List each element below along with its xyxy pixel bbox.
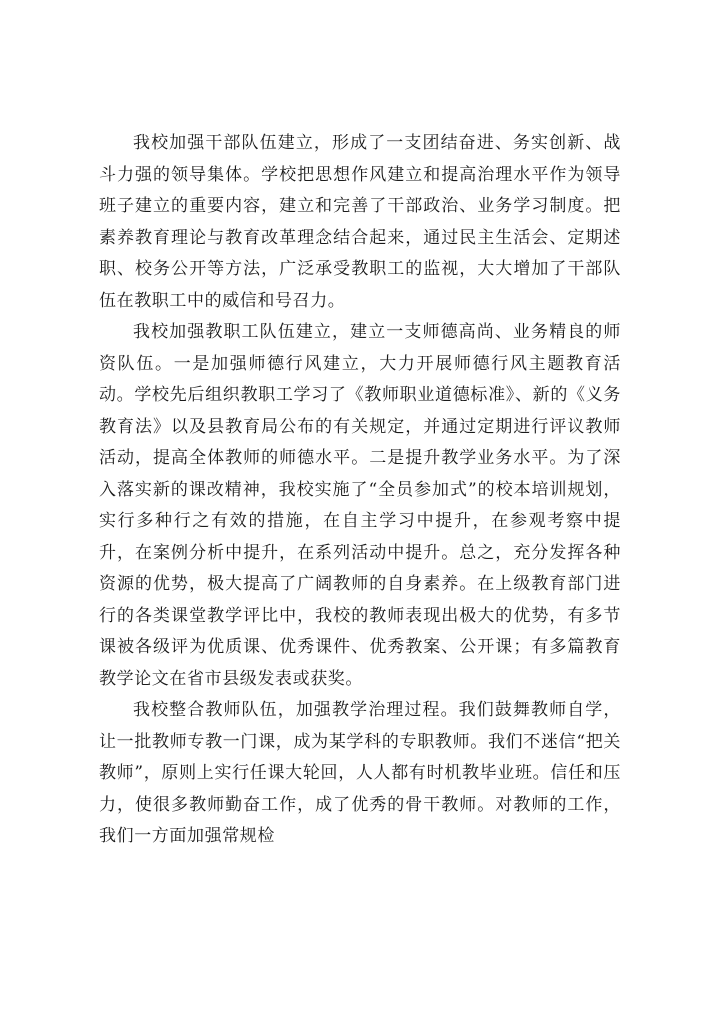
paragraph-cadre-team: 我校加强干部队伍建立，形成了一支团结奋进、务实创新、战斗力强的领导集体。学校把思想作风建立和提高治理水平作为领导班子建立的重要内容，建立和完善了干部政治、业务学习制度。把素养教育理论与教育改革理念结合起来，通过民主生活会、定期述职、校务公开等方法，广泛承受教职工的监视，大大增加了干部队伍在教职工中的威信和号召力。 bbox=[99, 133, 621, 311]
paragraph-teaching-management: 我校整合教师队伍，加强教学治理过程。我们鼓舞教师自学，让一批教师专教一门课，成为某学科的专职教师。我们不迷信“把关教师”，原则上实行任课大轮回，人人都有时机教毕业班。信任和压力，使很多教师勤奋工作，成了优秀的骨干教师。对教师的工作，我们一方面加强常规检 bbox=[99, 700, 621, 846]
document-body bbox=[99, 128, 621, 853]
paragraph-staff-team: 我校加强教职工队伍建立，建立一支师德高尚、业务精良的师资队伍。一是加强师德行风建立，大力开展师德行风主题教育活动。学校先后组织教职工学习了《教师职业道德标准》、新的《义务教育法》以及县教育局公布的有关规定，并通过定期进行评议教师活动，提高全体教师的师德水平。二是提升教学业务水平。为了深入落实新的课改精神，我校实施了“全员参加式”的校本培训规划，实行多种行之有效的措施，在自主学习中提升，在参观考察中提升，在案例分析中提升，在系列活动中提升。总之，充分发挥各种资源的优势，极大提高了广阔教师的自身素养。在上级教育部门进行的各类课堂教学评比中，我校的教师表现出极大的优势，有多节课被各级评为优质课、优秀课件、优秀教案、公开课；有多篇教育教学论文在省市县级发表或获奖。 bbox=[99, 322, 621, 689]
